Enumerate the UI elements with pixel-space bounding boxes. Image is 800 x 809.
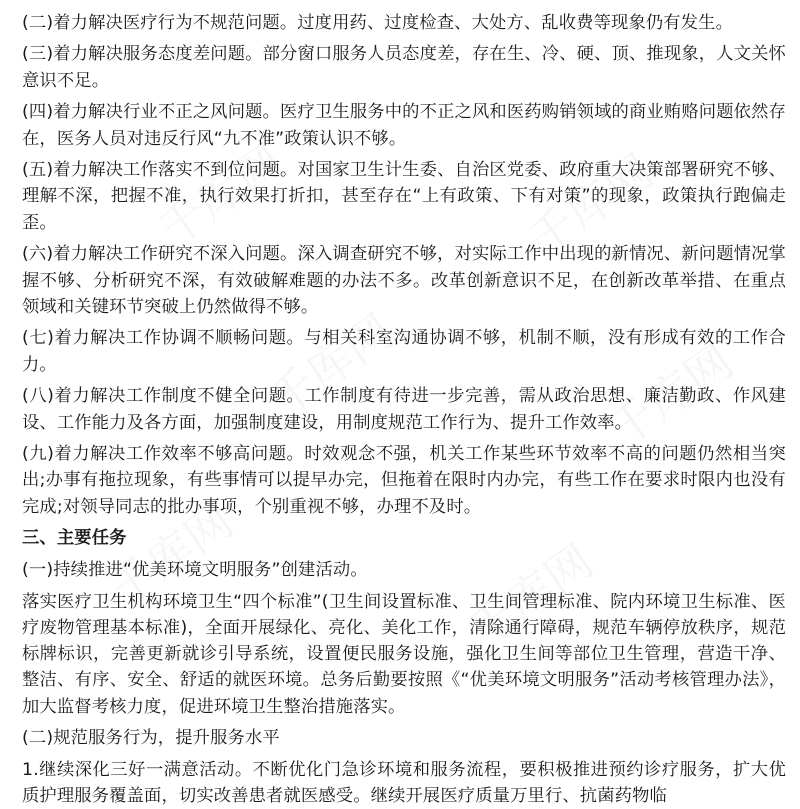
paragraph-8: (九)着力解决工作效率不够高问题。时效观念不强，机关工作某些环节效率不高的问题仍然相当突出;办事有拖拉现象，有些事情可以提早办完，但拖着在限时内办完，有些工作在要求时限内也没有完成;对领导同志的批办事项，个别重视不够，办理不及时。 bbox=[22, 444, 786, 517]
paragraph-0 bbox=[22, 0, 786, 4]
paragraph-12: (二)规范服务行为，提升服务水平 bbox=[22, 728, 280, 749]
paragraph-10: (一)持续推进“优美环境文明服务”创建活动。 bbox=[22, 560, 368, 581]
section-heading: 三、主要任务 bbox=[22, 528, 127, 549]
paragraph-3: (四)着力解决行业不正之风问题。医疗卫生服务中的不正之风和医药购销领域的商业贿赂问题依然存在，医务人员对违反行风“九不准”政策认识不够。 bbox=[22, 102, 786, 149]
paragraph-5: (六)着力解决工作研究不深入问题。深入调查研究不够，对实际工作中出现的新情况、新问题情况掌握不够、分析研究不深，有效破解难题的办法不多。改革创新意识不足，在创新改革举措、在重点领域和关键环节突破上仍然做得不够。 bbox=[22, 244, 786, 317]
paragraph-1: (二)着力解决医疗行为不规范问题。过度用药、过度检查、大处方、乱收费等现象仍有发生。 bbox=[22, 12, 734, 33]
paragraph-2: (三)着力解决服务态度差问题。部分窗口服务人员态度差，存在生、冷、硬、顶、推现象，人文关怀意识不足。 bbox=[22, 44, 786, 91]
paragraph-13: 1.继续深化三好一满意活动。不断优化门急诊环境和服务流程，要积极推进预约诊疗服务，扩大优质护理服务覆盖面，切实改善患者就医感受。继续开展医疗质量万里行、抗菌药物临 bbox=[22, 759, 786, 807]
paragraph-6: (七)着力解决工作协调不顺畅问题。与相关科室沟通协调不够，机制不顺，没有形成有效的工作合力。 bbox=[22, 328, 786, 375]
paragraph-11: 落实医疗卫生机构环境卫生“四个标准”(卫生间设置标准、卫生间管理标准、院内环境卫生标准、医疗废物管理基本标准)，全面开展绿化、亮化、美化工作，清除通行障碍，规范车辆停放秩序，规范标牌标识，完善更新就诊引导系统，设置便民服务设施，强化卫生间等部位卫生管理，营造干净、整洁、有序、安全、舒适的就医环境。总务后勤要按照《“优美环境文明服务”活动考核管理办法》，加大监督考核力度，促进环境卫生整治措施落实。 bbox=[22, 591, 786, 717]
paragraph-4: (五)着力解决工作落实不到位问题。对国家卫生计生委、自治区党委、政府重大决策部署研究不够、理解不深，把握不准，执行效果打折扣，甚至存在“上有政策、下有对策”的现象，政策执行跑偏走歪。 bbox=[22, 160, 786, 233]
paragraph-7: (八)着力解决工作制度不健全问题。工作制度有待进一步完善，需从政治思想、廉洁勤政、作风建设、工作能力及各方面，加强制度建设，用制度规范工作行为、提升工作效率。 bbox=[22, 386, 786, 433]
